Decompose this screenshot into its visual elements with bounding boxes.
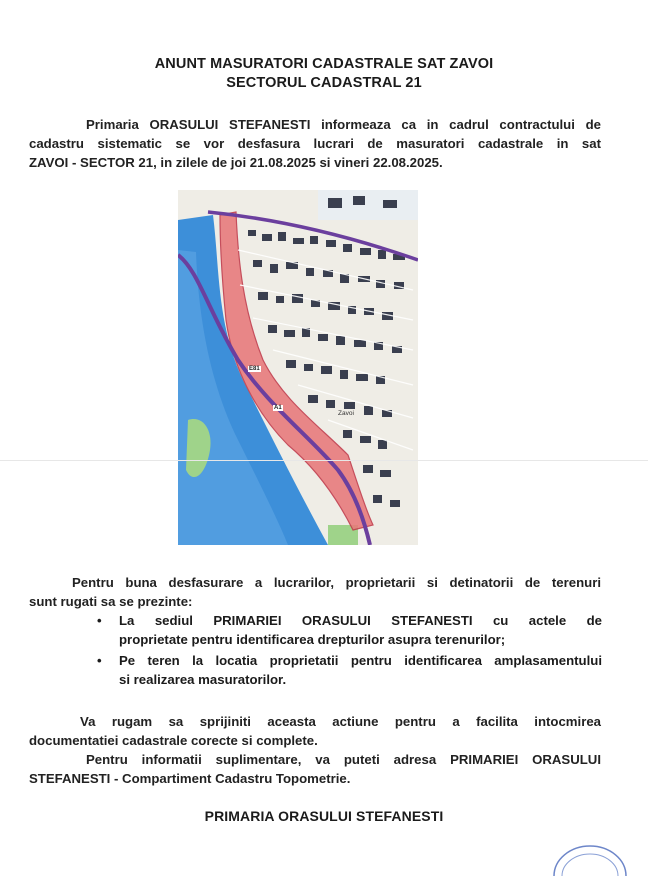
map-road-label-e81: E81 xyxy=(249,366,260,372)
para4-line-2: STEFANESTI - Compartiment Cadastru Topometrie. xyxy=(29,771,351,786)
bullet-1-line-2: proprietate pentru identificarea drepturilor asupra terenurilor; xyxy=(119,632,506,647)
bullet-2-line-1: Pe teren la locatia proprietatii pentru identificarea amplasamentului xyxy=(119,653,602,668)
intro-line-3: ZAVOI - SECTOR 21, in zilele de joi 21.08.2025 si vineri 22.08.2025. xyxy=(29,155,443,170)
signature: PRIMARIA ORASULUI STEFANESTI xyxy=(204,808,444,824)
para3-line-2: documentatiei cadastrale corecte si complete. xyxy=(29,733,318,748)
bullet-1-line-1: La sediul PRIMARIEI ORASULUI STEFANESTI cu actele de xyxy=(119,613,602,628)
cadastral-sector-map xyxy=(178,190,418,545)
list-item xyxy=(97,611,602,649)
list-item xyxy=(97,651,602,689)
title-line-2: SECTORUL CADASTRAL 21 xyxy=(226,75,422,91)
intro-line-2: cadastru sistematic se vor desfasura lucrari de masuratori cadastrale in sat xyxy=(29,136,601,151)
intro-line-1: Primaria ORASULUI STEFANESTI informeaza ca in cadrul contractului de xyxy=(86,117,601,132)
bullet-icon: • xyxy=(97,613,102,628)
para2-line-2: sunt rugati sa se prezinte: xyxy=(29,594,193,609)
title-line-1: ANUNT MASURATORI CADASTRALE SAT ZAVOI xyxy=(154,56,494,72)
para2-line-1: Pentru buna desfasurare a lucrarilor, proprietarii si detinatorii de terenuri xyxy=(72,575,601,590)
page-fold-line xyxy=(0,460,648,461)
para4-line-1: Pentru informatii suplimentare, va puteti adresa PRIMARIEI ORASULUI xyxy=(86,752,601,767)
map-place-label: Zavoi xyxy=(338,410,354,417)
bullet-icon: • xyxy=(97,653,102,668)
map-road-label-a1: A1 xyxy=(274,405,282,411)
official-stamp-icon xyxy=(548,836,628,876)
bullet-2-line-2: si realizarea masuratorilor. xyxy=(119,672,287,687)
para3-line-1: Va rugam sa sprijiniti aceasta actiune pentru a facilita intocmirea xyxy=(80,714,601,729)
